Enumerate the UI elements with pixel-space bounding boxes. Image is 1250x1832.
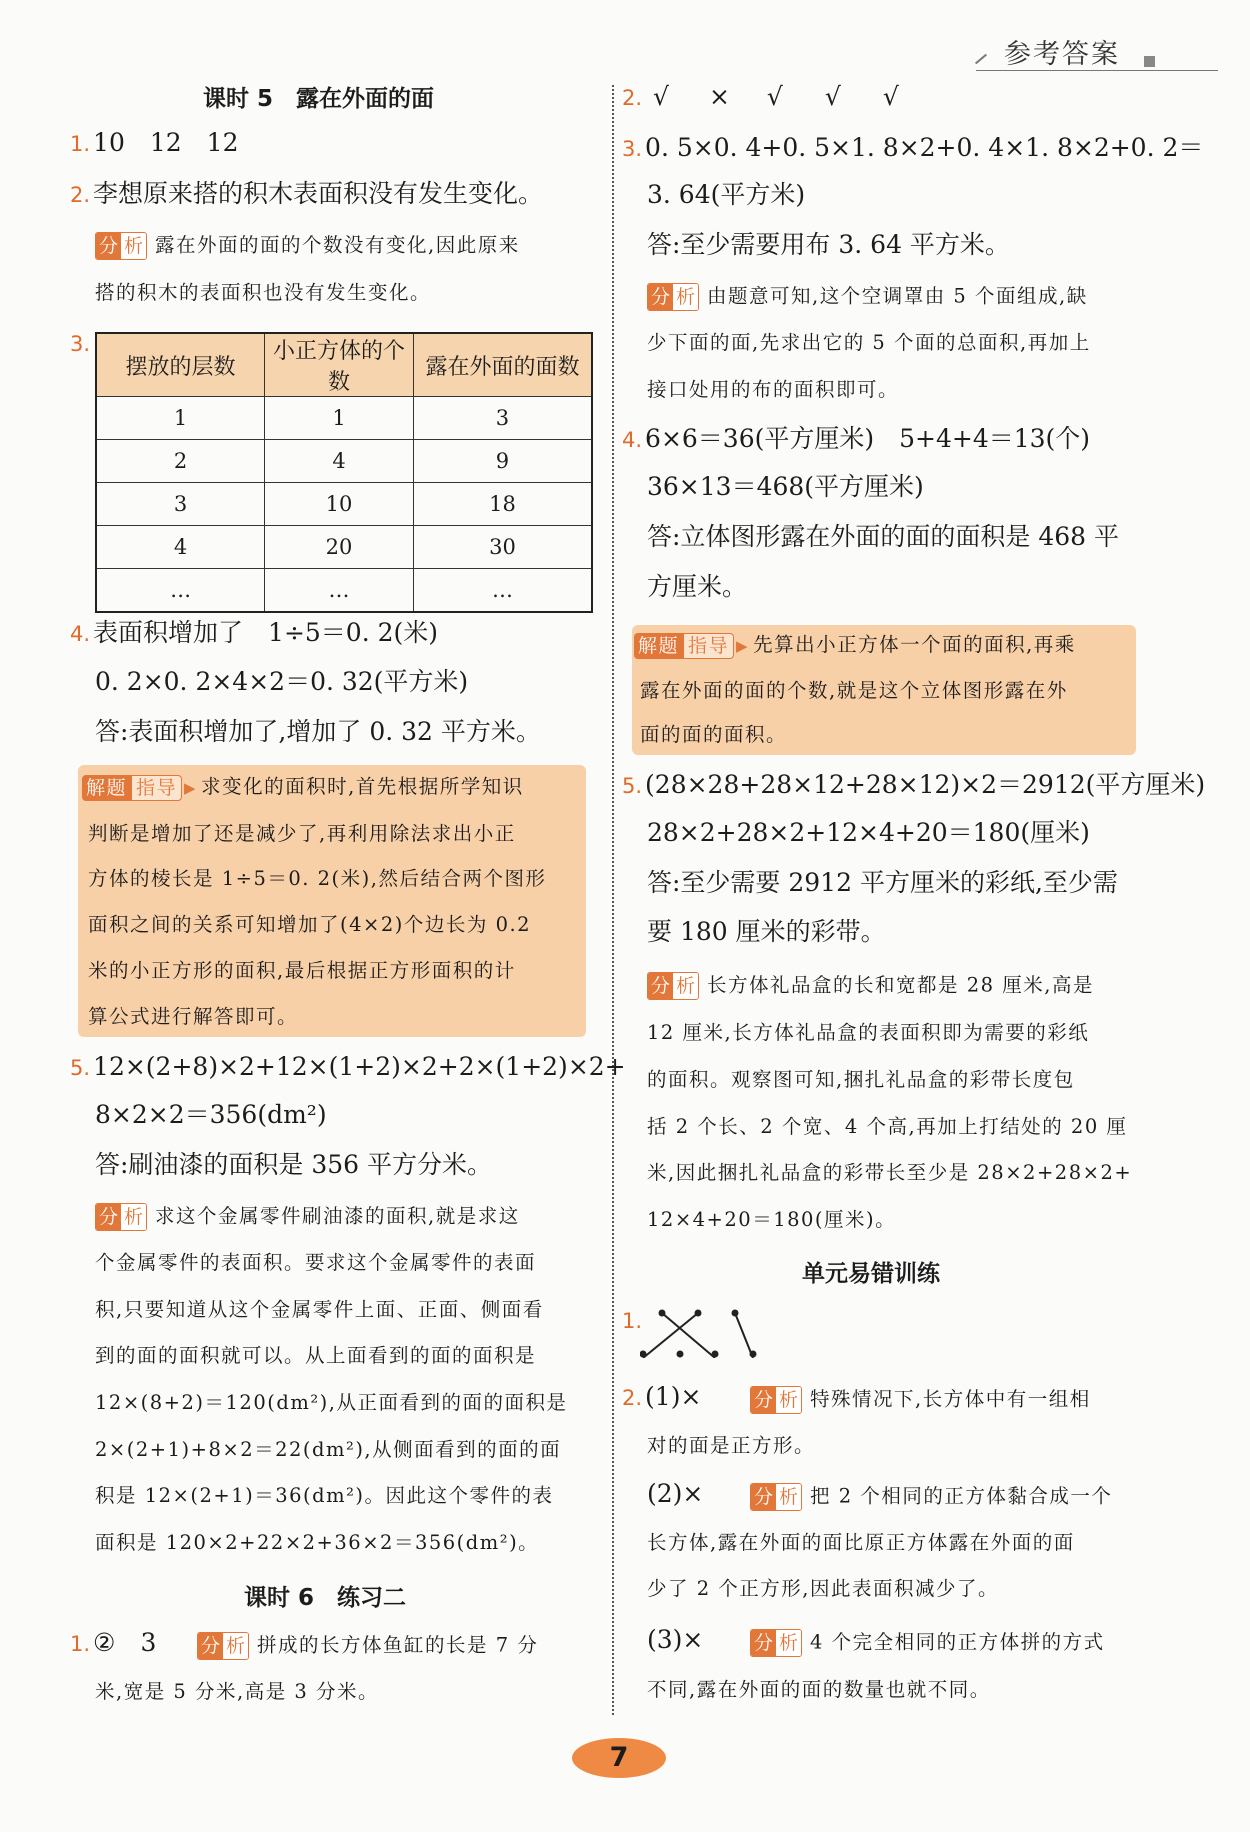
answer-text: 10 12 12 (93, 128, 239, 157)
table-cell: 18 (413, 483, 592, 526)
triangle-right-icon: ▶ (736, 636, 750, 655)
guide-line: 解题 指导 ▶ 先算出小正方体一个面的面积,再乘 (634, 632, 1076, 659)
table-cell: 3 (413, 397, 592, 440)
left-q4-line-3: 答:表面积增加了,增加了 0. 32 平方米。 (95, 717, 541, 746)
right-q5-line-1: 5. (28×28+28×12+28×12)×2＝2912(平方厘米) (622, 770, 1206, 799)
analysis-line: 括 2 个长、2 个宽、4 个高,再加上打结处的 20 厘 (647, 1115, 1128, 1138)
right-q3-line-2: 3. 64(平方米) (647, 180, 806, 209)
unit-q2-item-2: (2)× (647, 1479, 704, 1508)
left-q5-line-2: 8×2×2＝356(dm²) (95, 1100, 327, 1129)
table-row (96, 397, 592, 440)
table-cell: 2 (96, 440, 265, 483)
left-q5-line-3: 答:刷油漆的面积是 356 平方分米。 (95, 1150, 493, 1179)
header-mark-icon (1144, 56, 1155, 67)
analysis-line: 少了 2 个正方形,因此表面积减少了。 (647, 1577, 1000, 1600)
right-q2: 2. √ × √ √ √ (622, 82, 923, 113)
matching-lines-diagram (640, 1308, 770, 1358)
question-number: 2. (70, 183, 91, 207)
right-q3-line-1: 3. 0. 5×0. 4+0. 5×1. 8×2+0. 4×1. 8×2+0. 2＝ (622, 133, 1204, 162)
analysis-line: 分 析 长方体礼品盒的长和宽都是 28 厘米,高是 (647, 972, 1094, 1000)
analysis-line: 分 析 拼成的长方体鱼缸的长是 7 分 (197, 1632, 538, 1660)
guide-line: 算公式进行解答即可。 (88, 1005, 299, 1028)
table-cell: 9 (413, 440, 592, 483)
table-row (96, 526, 592, 569)
page-number-badge: 7 (572, 1738, 666, 1778)
unit-q2-item-3: (3)× (647, 1625, 704, 1654)
page-header (968, 28, 1218, 74)
table-row (96, 569, 592, 613)
analysis-badge: 分 析 (647, 283, 699, 311)
right-q4-line-2: 36×13＝468(平方厘米) (647, 472, 924, 501)
guide-line: 解题 指导 ▶ 求变化的面积时,首先根据所学知识 (82, 774, 524, 801)
analysis-line: 米,因此捆扎礼品盒的彩带长至少是 28×2+28×2+ (647, 1161, 1133, 1184)
triangle-right-icon: ▶ (184, 778, 198, 797)
left-q5-line-1: 5. 12×(2+8)×2+12×(1+2)×2+2×(1+2)×2+ (70, 1052, 626, 1081)
table-cell: 4 (96, 526, 265, 569)
table-cell: 1 (265, 397, 414, 440)
guide-line: 米的小正方形的面积,最后根据正方形面积的计 (88, 959, 516, 982)
table-header-cell: 小正方体的个数 (265, 333, 414, 397)
solution-guide-box (78, 765, 586, 1037)
right-q5-line-3: 答:至少需要 2912 平方厘米的彩纸,至少需 (647, 868, 1118, 897)
analysis-badge: 分 析 (95, 1203, 147, 1231)
analysis-badge: 分 析 (95, 232, 147, 260)
analysis-badge: 分 析 (750, 1386, 802, 1414)
analysis-line: 分 析 4 个完全相同的正方体拼的方式 (750, 1629, 1105, 1657)
right-q4-line-1: 4. 6×6＝36(平方厘米) 5+4+4＝13(个) (622, 424, 1091, 453)
analysis-line: 12×4+20＝180(厘米)。 (647, 1208, 897, 1231)
check-mark: √ (766, 82, 783, 111)
analysis-line: 积是 12×(2+1)＝36(dm²)。因此这个零件的表 (95, 1484, 554, 1507)
question-number: 1. (70, 132, 91, 156)
section-title-unit: 单元易错训练 (802, 1261, 940, 1287)
analysis-badge: 分 析 (750, 1629, 802, 1657)
analysis-line: 米,宽是 5 分米,高是 3 分米。 (95, 1680, 380, 1703)
right-q4-line-4: 方厘米。 (647, 572, 748, 601)
analysis-line: 的面积。观察图可知,捆扎礼品盒的彩带长度包 (647, 1068, 1075, 1091)
right-q5-line-2: 28×2+28×2+12×4+20＝180(厘米) (647, 818, 1090, 847)
section-title-lesson5: 课时 5 露在外面的面 (203, 86, 435, 112)
left-q4-line-2: 0. 2×0. 2×4×2＝0. 32(平方米) (95, 667, 469, 696)
guide-badge: 解题 指导 ▶ (634, 633, 749, 659)
column-divider (612, 85, 614, 1715)
left-l6-q1: 1. ② 3 (70, 1628, 157, 1657)
header-title: 参考答案 (1004, 39, 1120, 70)
analysis-line: 长方体,露在外面的面比原正方体露在外面的面 (647, 1531, 1075, 1554)
table-cell: 30 (413, 526, 592, 569)
analysis-line: 搭的积木的表面积也没有发生变化。 (95, 281, 432, 304)
check-mark: √ (824, 82, 841, 111)
table-cell: … (413, 569, 592, 613)
analysis-line: 分 析 求这个金属零件刷油漆的面积,就是求这 (95, 1203, 520, 1231)
guide-line: 方体的棱长是 1÷5＝0. 2(米),然后结合两个图形 (88, 867, 547, 890)
analysis-line: 接口处用的布的面积即可。 (647, 378, 900, 401)
table-header-cell: 摆放的层数 (96, 333, 265, 397)
guide-line: 面积之间的关系可知增加了(4×2)个边长为 0.2 (88, 913, 532, 936)
section-title-lesson6: 课时 6 练习二 (244, 1585, 407, 1611)
analysis-line: 分 析 特殊情况下,长方体中有一组相 (750, 1386, 1091, 1414)
analysis-line: 分 析 由题意可知,这个空调罩由 5 个面组成,缺 (647, 283, 1088, 311)
analysis-line: 对的面是正方形。 (647, 1434, 816, 1457)
analysis-line: 不同,露在外面的面的数量也就不同。 (647, 1678, 991, 1701)
left-q1 (70, 128, 238, 159)
layers-table (95, 332, 593, 613)
analysis-line: 12×(8+2)＝120(dm²),从正面看到的面的面积是 (95, 1391, 568, 1414)
table-cell: 20 (265, 526, 414, 569)
header-rule (976, 70, 1218, 71)
analysis-line: 2×(2+1)+8×2＝22(dm²),从侧面看到的面的面 (95, 1438, 562, 1461)
analysis-line: 少下面的面,先求出它的 5 个面的总面积,再加上 (647, 331, 1091, 354)
answer-text: 李想原来搭的积木表面积没有发生变化。 (93, 179, 544, 208)
check-mark: √ (882, 82, 899, 111)
analysis-line: 个金属零件的表面积。要求这个金属零件的表面 (95, 1251, 537, 1274)
table-cell: 10 (265, 483, 414, 526)
right-q4-line-3: 答:立体图形露在外面的面的面积是 468 平 (647, 522, 1120, 551)
table-header-row (96, 333, 592, 397)
right-q3-line-3: 答:至少需要用布 3. 64 平方米。 (647, 230, 1010, 259)
right-q5-line-4: 要 180 厘米的彩带。 (647, 917, 886, 946)
header-slash-decoration (975, 54, 987, 65)
table-cell: … (265, 569, 414, 613)
left-q2 (70, 179, 543, 210)
check-mark: √ (653, 82, 669, 111)
unit-q2-item-1: 2. (1)× (622, 1382, 702, 1411)
analysis-line: 积,只要知道从这个金属零件上面、正面、侧面看 (95, 1298, 544, 1321)
left-q3-number: 3. (70, 332, 91, 356)
table-row (96, 483, 592, 526)
table-cell: 3 (96, 483, 265, 526)
analysis-line: 面积是 120×2+22×2+36×2＝356(dm²)。 (95, 1531, 540, 1554)
cross-mark: × (708, 82, 730, 111)
left-q4-line-1: 4. 表面积增加了 1÷5＝0. 2(米) (70, 618, 439, 647)
table-cell: 1 (96, 397, 265, 440)
table-header-cell: 露在外面的面数 (413, 333, 592, 397)
table-cell: 4 (265, 440, 414, 483)
analysis-line: 12 厘米,长方体礼品盒的表面积即为需要的彩纸 (647, 1021, 1090, 1044)
analysis-badge: 分 析 (647, 972, 699, 1000)
guide-line: 判断是增加了还是减少了,再利用除法求出小正 (88, 822, 516, 845)
table-row (96, 440, 592, 483)
analysis-line: 到的面的面积就可以。从上面看到的面的面积是 (95, 1344, 537, 1367)
analysis-badge: 分 析 (750, 1483, 802, 1511)
analysis-line: 分 析 露在外面的面的个数没有变化,因此原来 (95, 232, 520, 260)
analysis-badge: 分 析 (197, 1632, 249, 1660)
guide-badge: 解题 指导 ▶ (82, 775, 197, 801)
guide-line: 面的面的面积。 (640, 723, 788, 746)
unit-q1-number: 1. (622, 1309, 643, 1333)
table-cell: … (96, 569, 265, 613)
guide-line: 露在外面的面的个数,就是这个立体图形露在外 (640, 679, 1068, 702)
analysis-line: 分 析 把 2 个相同的正方体黏合成一个 (750, 1483, 1112, 1511)
